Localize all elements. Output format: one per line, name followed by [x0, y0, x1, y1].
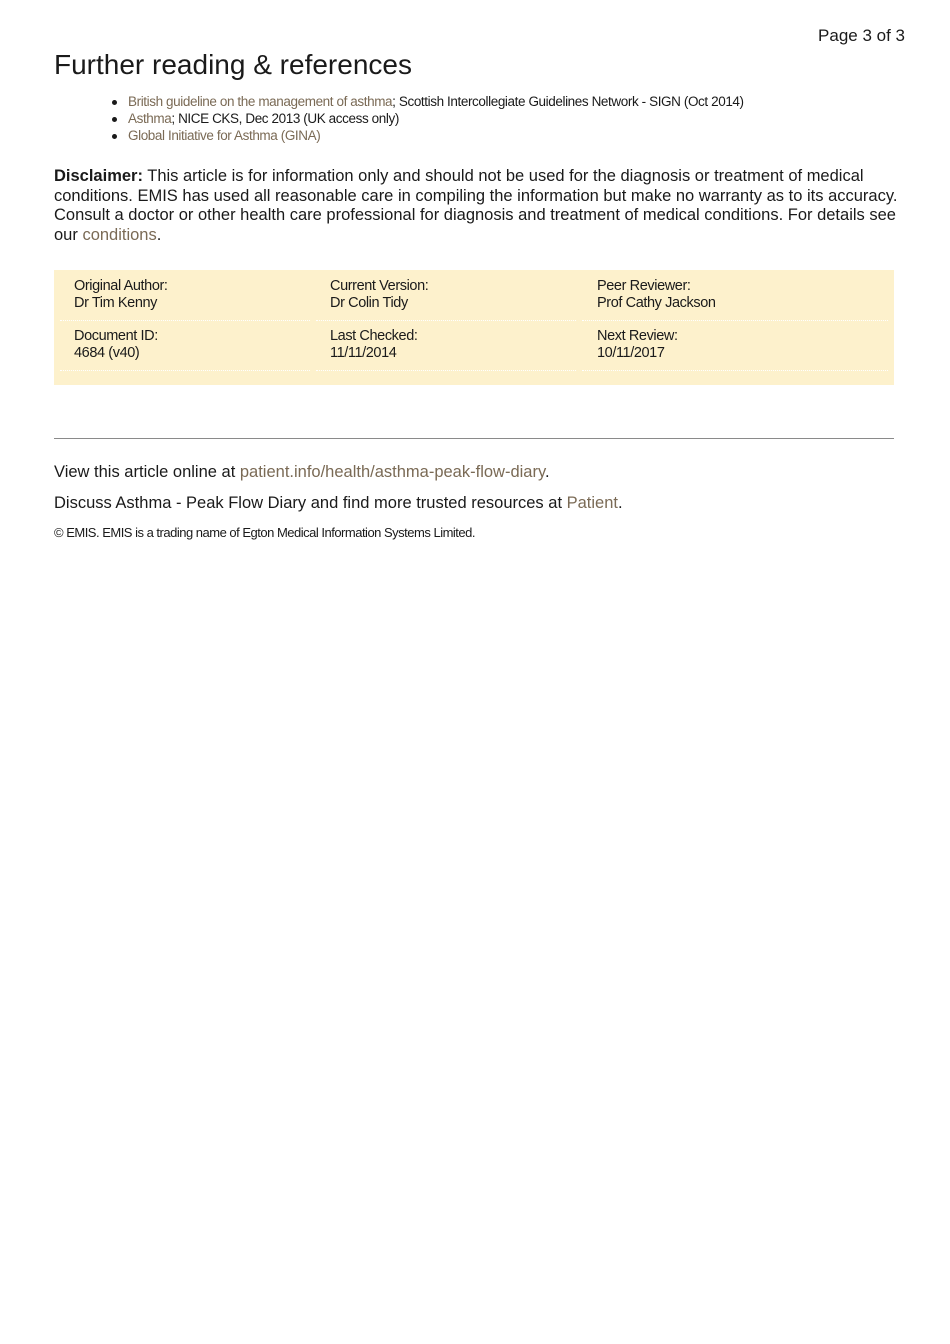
document-id-value: 4684 (v40) — [74, 345, 140, 361]
reference-text: ; Scottish Intercollegiate Guidelines Network - SIGN (Oct 2014) — [392, 94, 744, 109]
list-item — [110, 110, 744, 127]
peer-reviewer-cell — [597, 278, 716, 312]
list-item — [110, 93, 744, 110]
copyright: © EMIS. EMIS is a trading name of Egton Medical Information Systems Limited. — [54, 525, 475, 540]
disclaimer-label: Disclaimer: — [54, 167, 143, 185]
view-online-prefix: View this article online at — [54, 463, 240, 481]
next-review-value: 10/11/2017 — [597, 345, 665, 361]
original-author-cell — [74, 278, 168, 312]
reference-link-sign[interactable]: British guideline on the management of asthma — [128, 94, 393, 109]
view-online-line — [54, 463, 550, 482]
conditions-link[interactable]: conditions — [82, 225, 157, 244]
last-checked-label: Last Checked: — [330, 328, 418, 344]
page-number: Page 3 of 3 — [818, 26, 905, 45]
page-title: Further reading & references — [54, 49, 412, 80]
footer-divider — [54, 438, 894, 439]
next-review-label: Next Review: — [597, 328, 678, 344]
row-divider — [316, 370, 576, 371]
current-version-value: Dr Colin Tidy — [330, 295, 408, 311]
next-review-cell — [597, 328, 678, 362]
references-list — [110, 93, 744, 144]
row-divider — [60, 320, 310, 321]
reference-text: ; NICE CKS, Dec 2013 (UK access only) — [171, 111, 399, 126]
disclaimer-end: . — [156, 225, 162, 244]
discuss-prefix: Discuss Asthma - Peak Flow Diary and find more trusted resources at — [54, 494, 567, 512]
current-version-label: Current Version: — [330, 278, 429, 294]
current-version-cell — [330, 278, 428, 312]
row-divider — [582, 320, 888, 321]
disclaimer — [54, 167, 899, 245]
row-divider — [582, 370, 888, 371]
document-id-label: Document ID: — [74, 328, 158, 344]
original-author-value: Dr Tim Kenny — [74, 295, 158, 311]
peer-reviewer-label: Peer Reviewer: — [597, 278, 691, 294]
original-author-label: Original Author: — [74, 278, 168, 294]
reference-link-nice[interactable]: Asthma — [128, 111, 172, 126]
patient-link[interactable]: Patient — [566, 494, 618, 512]
peer-reviewer-value: Prof Cathy Jackson — [597, 295, 716, 311]
row-divider — [60, 370, 310, 371]
list-item — [110, 127, 744, 144]
document-info-box — [54, 270, 894, 385]
last-checked-value: 11/11/2014 — [330, 345, 397, 361]
document-id-cell — [74, 328, 158, 362]
reference-link-gina[interactable]: Global Initiative for Asthma (GINA) — [128, 128, 321, 143]
discuss-line — [54, 494, 623, 513]
view-online-suffix: . — [544, 463, 550, 481]
article-url-link[interactable]: patient.info/health/asthma-peak-flow-diary — [239, 463, 545, 481]
last-checked-cell — [330, 328, 418, 362]
row-divider — [316, 320, 576, 321]
discuss-suffix: . — [618, 494, 623, 512]
disclaimer-body: This article is for information only and should not be used for the diagnosis or treatment of medical conditions. EMIS has used all reasonable care in compiling the information but make no warranty as to its accuracy. Consult a doctor or other health care professional for diagnosis and treatment of medical conditions. For details see our — [54, 167, 898, 244]
